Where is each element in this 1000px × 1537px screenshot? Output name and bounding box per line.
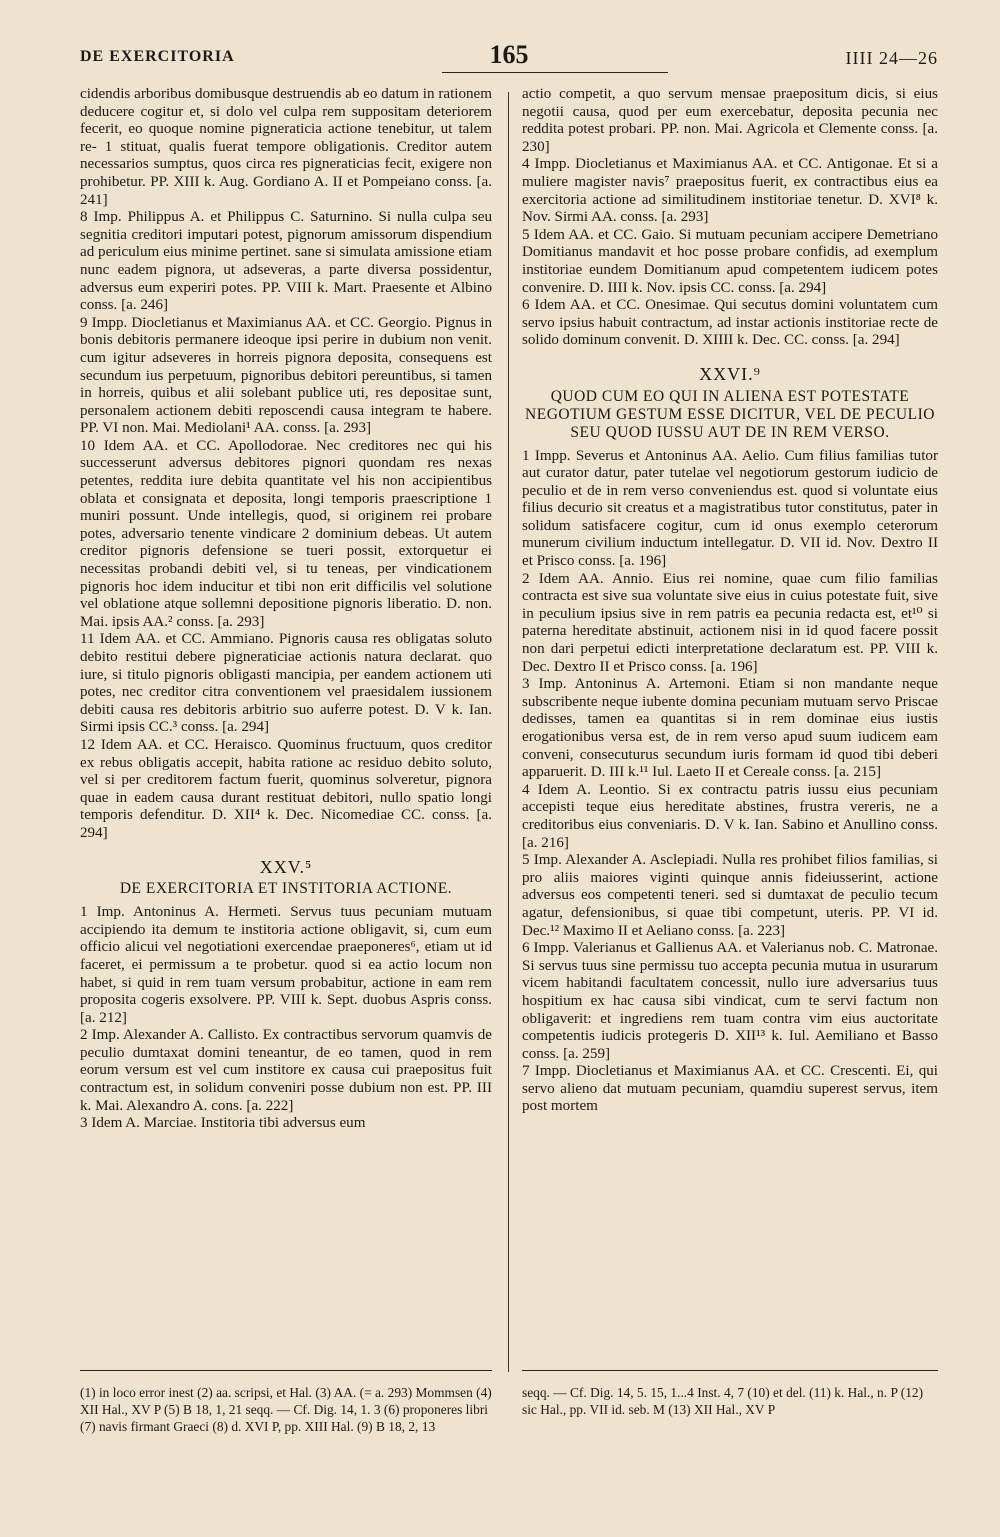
title-number-xxv: XXV.⁵ [259,856,313,877]
footnote-rule-right [522,1370,938,1371]
page-number: 165 [489,40,529,69]
law-xxvi-1: 1 Impp. Severus et Antoninus AA. Aelio. Cum filius familias tutor aut curator datur, pater tutelae vel negotiorum gestorum iudicio de peculio et de in rem verso conveniendus est. quod si voluntate eius filius decurio sit creatus et a magistratibus tutor constitutus, pater in solidum satisfacere cogitur, cum id onus exemplo ceterorum munerum civilium inductum intellegatur. D. VII id. Nov. Dextro II et Prisco conss. [a. 196] [522,447,938,570]
running-title: DE EXERCITORIA [80,48,235,65]
law-xxvi-4: 4 Idem A. Leontio. Si ex contractu patris iussu eius pecuniam accepisti teque eius hereditate abstines, frustra vereris, ne a creditoribus eius conveniaris. D. V k. Ian. Sabino et Anullino conss. [a. 216] [522,781,938,851]
footnotes-left [80,1384,492,1435]
law-12: 12 Idem AA. et CC. Heraisco. Quominus fructuum, quos creditor ex rebus obligatis accepit, habita ratione ac residuo debito soluto, vel si per creditorem factum fuerit, quominus solveretur, pignora quae in eadem causa durant restituat debitori, nullo spatio longi temporis defenditur. D. XII⁴ k. Dec. Nicomediae CC. conss. [a. 294] [80,736,492,841]
footnote-text: (1) in loco error inest (2) aa. scripsi, et Hal. (3) AA. (= a. 293) Mommsen (4) XII Hal., XV P (5) B 18, 1, 21 seqq. — Cf. Dig. 14, 1. 3 (6) proponeres libri (7) navis firmant Graeci (8) d. XVI P, pp. XIII Hal. (9) B 18, 2, 13 [80,1385,492,1434]
title-number-xxvi: XXVI.⁹ [699,363,761,384]
law-xxvi-5: 5 Imp. Alexander A. Asclepiadi. Nulla res prohibet filios familias, si pro aliis maiores viginti quinque annis fideiusserint, actione adversus eos competenti teneri. sed si dumtaxat de peculio tecum agatur, defensionibus, si quae tibi competunt, uteris. PP. VI id. Dec.¹² Maximo II et Aeliano conss. [a. 223] [522,852,938,939]
title-heading-xxvi: QUOD CUM EO QUI IN ALIENA EST POTESTATE NEGOTIUM GESTUM ESSE DICITUR, VEL DE PECULIO SEU QUOD IUSSU AUT DE IN REM VERSO. [525,387,935,441]
running-header [80,40,938,80]
law-xxv-1: 1 Imp. Antoninus A. Hermeti. Servus tuus pecuniam mutuam accipiendo ita demum te institoria actione obligavit, si, cum eum officio alicui vel negotiationi exercendae praeponeres⁶, etiam ut id faceret, ei permissum a te probetur. quod si ea actio locum non habet, si quid in rem tuam versum probabitur, actione in eam rem proposita cogeris exsolvere. PP. VIII k. Sept. duobus Aspris conss. [a. 212] [80,904,492,1026]
paragraph-continuation: actio competit, a quo servum mensae praepositum dicis, si eius negotii causa, quod per eum exercebatur, deposita pecunia nec reddita potest probari. PP. non. Mai. Agricola et Clemente conss. [a. 230] [522,86,938,155]
header-rule [442,72,668,73]
law-xxv-3: 3 Idem A. Marciae. Institoria tibi adversus eum [80,1115,366,1132]
law-xxvi-3: 3 Imp. Antoninus A. Artemoni. Etiam si non mandante neque subscribente neque iubente domina pecuniam mutuam servo Priscae dedisses, tamen ea quantitas si in rem dominae eius iustis erogationibus versa est, de in rem verso apud suum iudicem eam conveni, consecuturus secundum iuris formam id quod tibi deberi apparuerit. D. III k.¹¹ Iul. Laeto II et Cereale conss. [a. 215] [522,676,938,781]
paragraph-continuation: cidendis arboribus domibusque destruendis ab eo datum in rationem deducere cogitur et, si dolo vel culpa rem suppositam deteriorem fecerit, eo quoque nomine pigneraticia actione tenebitur, ut talem re- 1 stituat, qualis fuerat tempore obligationis. Creditor autem necessarios sumptus, quos circa res pigneraticias fecit, exigere non prohibetur. PP. XIII k. Aug. Gordiano A. II et Pompeiano conss. [a. 241] [80,86,492,208]
law-xxvi-6: 6 Impp. Valerianus et Gallienus AA. et Valerianus nob. C. Matronae. Si servus tuus sine permissu tuo accepta pecunia mutua in usurarum vicem habitandi facultatem concessit, nullo iure adversarius tuus hospitium ex hac causa sibi vindicat, cum te servi factum non obligaverit: et ingrediens rem tuam contra vim eius auctoritate competentis iudicis protegeris D. XII¹³ k. Iul. Aemiliano et Basso conss. [a. 259] [522,940,938,1062]
law-xxvi-2: 2 Idem AA. Annio. Eius rei nomine, quae cum filio familias contracta est sive sua voluntate sive eius in cuius potestate fuit, sive in peculium ipsius sive in rem patris ea pecunia redacta est, et¹⁰ si paterna hereditate abstinuit, actionem nisi in id quod facere possit non dari perpetui edicti interpretatione declaratum est. PP. VIII k. Dec. Dextro II et Prisco conss. [a. 196] [522,570,938,675]
law-8: 8 Imp. Philippus A. et Philippus C. Saturnino. Si nulla culpa seu segnitia creditori imputari potest, pignorum amissorum dispendium ad periculum eius minime pertinet. sane si simulata amissione etiam nunc eadem pignora, ut adseveras, a parte diversa possidentur, adversus eum experiri potes. PP. VIII k. Mart. Praesente et Albino conss. [a. 246] [80,209,492,314]
law-xxvi-7: 7 Impp. Diocletianus et Maximianus AA. et CC. Crescenti. Ei, qui servo alieno dat mutuam pecuniam, quamdiu superest servus, item post mortem [522,1063,938,1115]
left-column [80,86,492,1133]
right-column [522,86,938,1116]
law-6: 6 Idem AA. et CC. Onesimae. Qui secutus domini voluntatem cum servo ipsius habuit contractum, ad instar actionis institoriae recte de solido dominum convenit. D. XIIII k. Dec. CC. conss. [a. 294] [522,297,938,349]
law-10: 10 Idem AA. et CC. Apollodorae. Nec creditores nec qui his successerunt adversus debitores pignori quondam res nexas petentes, reddita iure debita quantitate vel his non accipientibus oblata et consignata et deposita, longi temporis praescriptione 1 muniri possunt. Unde intellegis, quod, si originem rei probare potes, adversario tenente vindicare 2 dominium debeas. Ut autem creditor pignoris defensione se tueri possit, extorquetur ei necessitas probandi debiti vel, si tu teneas, per vindicationem pignoris hoc idem inducitur et tibi non erit difficilis vel solutione vel oblatione atque sollemni depositione pignoris liberatio. D. non. Mai. ipsis AA.² conss. [a. 293] [80,437,492,630]
law-4: 4 Impp. Diocletianus et Maximianus AA. et CC. Antigonae. Et si a muliere magister navis⁷ praepositus fuerit, ex contractibus eius ea exercitoria actione ad similitudinem institoriae tenetur. D. XVI⁸ k. Nov. Sirmi AA. conss. [a. 293] [522,156,938,226]
law-5: 5 Idem AA. et CC. Gaio. Si mutuam pecuniam accipere Demetriano Domitianus mandavit et hoc posse probare confidis, ad exemplum institoriae eundem Domitianum apud competentem iudicem potes convenire. D. IIII k. Nov. ipsis CC. conss. [a. 294] [522,226,938,296]
footnote-rule-left [80,1370,492,1371]
section-reference: IIII 24—26 [845,48,938,68]
column-divider [508,92,509,1372]
law-xxv-2: 2 Imp. Alexander A. Callisto. Ex contractibus servorum quamvis de peculio dumtaxat domini teneantur, de eo tamen, quod in rem eorum versum est vel cum institore ex causa cui praepositus fuit contractum est, in solidum conveniri posse dubium non est. PP. III k. Mai. Alexandro A. cons. [a. 222] [80,1027,492,1114]
law-11: 11 Idem AA. et CC. Ammiano. Pignoris causa res obligatas soluto debito restitui debere pigneraticiae actionis natura declarat. quo iure, si titulo pignoris obligasti mancipia, per eandem actionem uti potes, nec creditor citra conventionem vel praesidalem iussionem debiti causa res debitoris arbitrio suo auferre potest. D. V k. Ian. Sirmi ipsis CC.³ conss. [a. 294] [80,631,492,736]
footnote-text: seqq. — Cf. Dig. 14, 5. 15, 1...4 Inst. 4, 7 (10) et del. (11) k. Hal., n. P (12) sic Hal., pp. VII id. seb. M (13) XII Hal., XV P [522,1385,924,1417]
title-heading-xxv: DE EXERCITORIA ET INSTITORIA ACTIONE. [119,880,453,898]
law-9: 9 Impp. Diocletianus et Maximianus AA. et CC. Georgio. Pignus in bonis debitoris permanere ideoque ipsi perire in dubium non venit. cum igitur adseveres in horreis pignora deposita, consequens est secundum ius perpetuum, pignoribus debitori pereuntibus, si tamen in horreis, quibus et alii solebant publice uti, res depositae sunt, personalem actionem debiti reposcendi causa integram te habere. PP. VI non. Mai. Mediolani¹ AA. conss. [a. 293] [80,314,492,437]
footnotes-right [522,1384,938,1418]
